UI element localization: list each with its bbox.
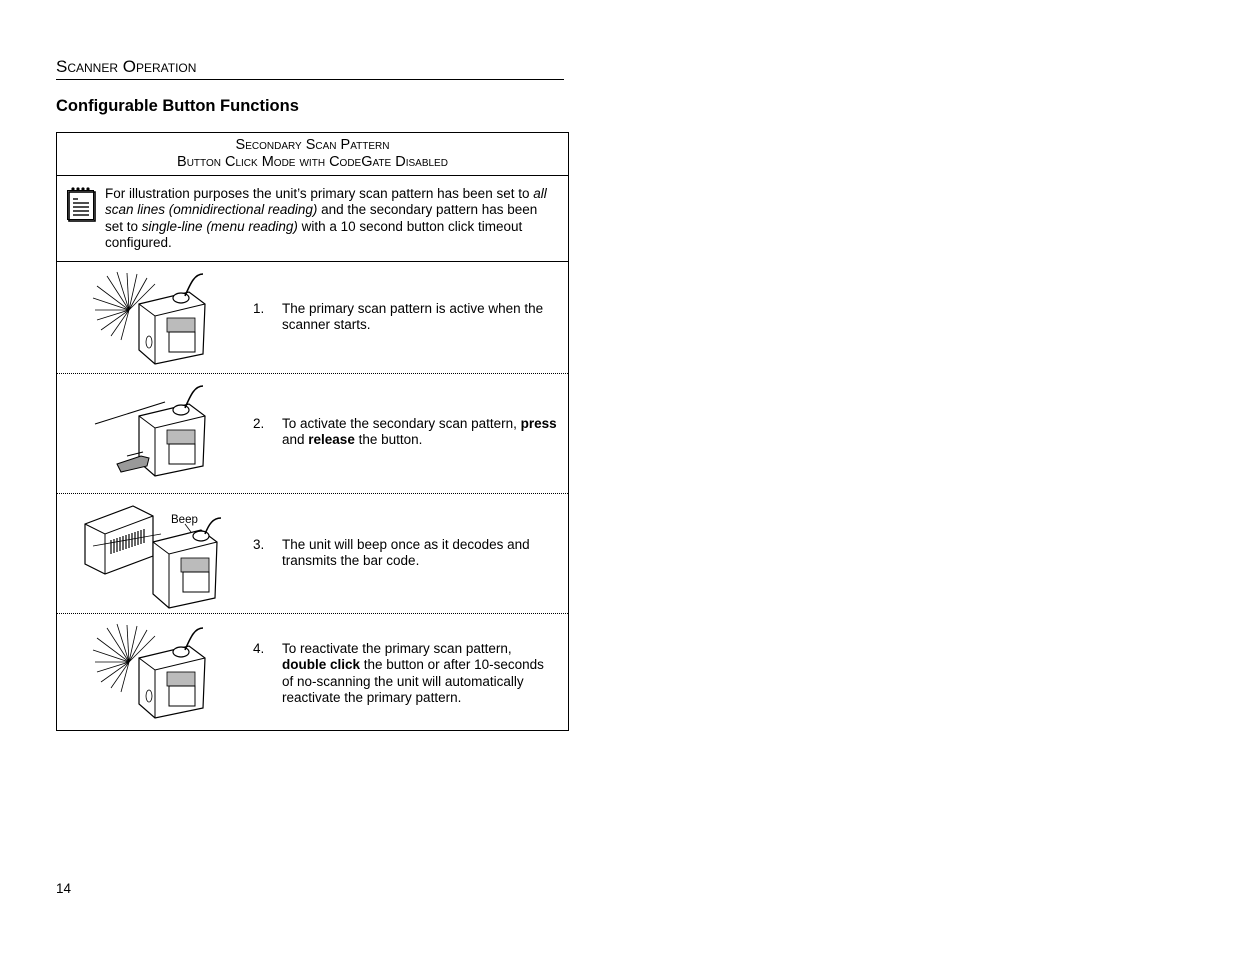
step-number: 3. [253,537,265,552]
text-run: To activate the secondary scan pattern, [282,416,521,431]
step-row [57,374,568,494]
text-run: double click [282,657,361,673]
text-run: To reactivate the primary scan pattern, [282,641,512,656]
text-run: single-line (menu reading) [141,218,298,234]
beep-label: Beep [171,514,198,526]
procedure-panel [56,132,569,731]
step-instruction [282,537,558,570]
scanner-omnidirectional-illustration [57,614,242,732]
text-run: The unit will beep once as it decodes and transmits the bar code. [282,537,530,569]
step-row [57,614,568,732]
panel-heading-line2: Button Click Mode with CodeGate Disabled [177,154,448,170]
note-text [105,186,555,251]
text-run: all scan lines (omnidirectional reading) [105,186,547,218]
text-run: and [282,432,309,448]
text-run: with a 10 second button click timeout configured. [105,218,523,250]
page-number: 14 [56,881,72,896]
scanner-button-press-illustration [57,374,242,493]
step-instruction [282,416,558,449]
step-instruction [282,301,558,334]
text-run: the button or after 10-seconds of no-scanning the unit will automatically reactivate the primary pattern. [282,657,544,705]
text-run: For illustration purposes the unit’s primary scan pattern has been set to [105,186,534,201]
step-row [57,494,568,614]
step-row [57,262,568,374]
note-row [57,176,568,262]
step-number: 4. [253,641,265,656]
scanner-omnidirectional-illustration [57,262,242,373]
text-run: the button. [354,432,423,448]
scanner-beep-illustration [57,494,242,613]
panel-heading [57,133,568,176]
step-instruction [282,641,558,706]
text-run: press [520,416,557,431]
text-run: release [308,432,355,448]
notepad-icon [67,186,97,222]
step-number: 1. [253,301,265,316]
text-run: The primary scan pattern is active when the scanner starts. [282,301,544,333]
step-number: 2. [253,416,265,431]
text-run: and the secondary pattern has been set to [105,202,538,234]
panel-heading-line1: Secondary Scan Pattern [235,137,390,153]
section-title: Configurable Button Functions [56,97,299,115]
running-head: Scanner Operation [56,56,564,80]
